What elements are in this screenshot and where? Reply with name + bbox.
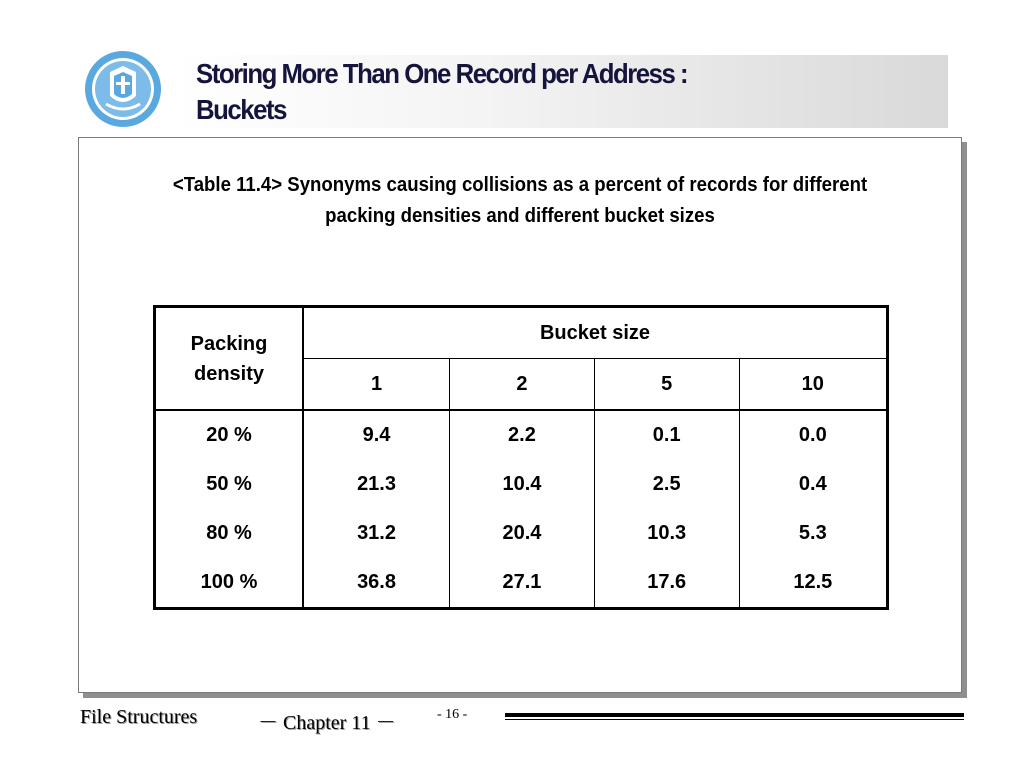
footer-chapter: － Chapter 11 － [258, 712, 396, 734]
value-cell: 2.5 [594, 460, 739, 509]
header-bucket-size: Bucket size [303, 307, 888, 359]
table-row [155, 460, 888, 509]
table-row [155, 410, 888, 460]
value-cell: 20.4 [450, 509, 595, 558]
table-caption [129, 170, 910, 232]
footer-course: File Structures [80, 706, 198, 728]
bucket-size-10: 10 [739, 359, 887, 411]
value-cell: 12.5 [793, 571, 833, 593]
university-logo-icon [84, 50, 162, 128]
density-cell: 80 % [155, 509, 304, 558]
table-row [155, 509, 888, 558]
caption-line-2: packing densities and different bucket sizes [325, 205, 715, 227]
footer-page-number: - 16 - [437, 707, 468, 722]
bucket-size-1: 1 [303, 359, 450, 411]
value-cell: 0.0 [798, 424, 827, 446]
header-packing-density [155, 307, 304, 411]
value-cell: 10.3 [594, 509, 739, 558]
value-cell: 17.6 [594, 558, 739, 609]
table-row [155, 558, 888, 609]
value-cell: 31.2 [303, 509, 450, 558]
density-cell: 100 % [155, 558, 304, 609]
slide-title-line-1: Storing More Than One Record per Address : [196, 58, 688, 89]
footer-rule-thick [505, 713, 964, 717]
value-cell: 21.3 [303, 460, 450, 509]
slide-title-line-2: Buckets [196, 94, 286, 125]
value-cell: 0.4 [798, 473, 827, 495]
value-cell: 0.1 [594, 410, 739, 460]
slide-title [196, 56, 877, 128]
value-cell: 36.8 [303, 558, 450, 609]
footer-rule-thin [505, 719, 964, 720]
bucket-size-5: 5 [594, 359, 739, 411]
value-cell: 2.2 [450, 410, 595, 460]
caption-line-1: <Table 11.4> Synonyms causing collisions as a percent of records for different [172, 174, 868, 196]
header-density-line-1: Packing [190, 332, 268, 355]
collision-table [153, 305, 889, 610]
density-cell: 20 % [155, 410, 304, 460]
value-cell: 5.3 [798, 522, 827, 544]
bucket-size-2: 2 [450, 359, 595, 411]
header-density-line-2: density [193, 362, 265, 385]
density-cell: 50 % [155, 460, 304, 509]
value-cell: 10.4 [450, 460, 595, 509]
value-cell: 27.1 [450, 558, 595, 609]
value-cell: 9.4 [303, 410, 450, 460]
